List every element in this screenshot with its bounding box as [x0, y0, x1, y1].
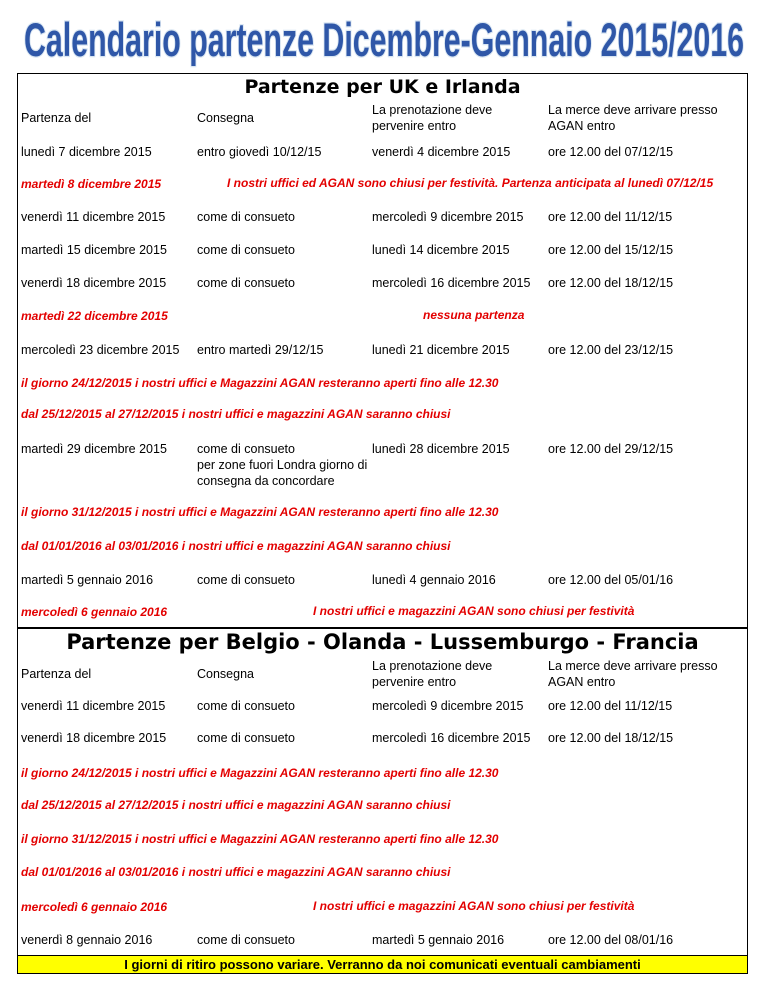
table-cell: come di consueto	[197, 243, 295, 257]
table-cell: venerdì 4 dicembre 2015	[372, 145, 511, 159]
table-cell: consegna da concordare	[197, 474, 335, 488]
header-partenza: Partenza del	[21, 111, 92, 125]
table-cell: I nostri uffici e magazzini AGAN sono chiusi per festività	[313, 604, 635, 618]
table-cell: venerdì 18 dicembre 2015	[21, 276, 167, 290]
table-cell: lunedì 28 dicembre 2015	[372, 442, 510, 456]
table-cell: come di consueto	[197, 276, 295, 290]
table-cell: nessuna partenza	[423, 308, 525, 322]
table-cell: La merce deve arrivare presso	[548, 103, 718, 117]
table-cell: il giorno 31/12/2015 i nostri uffici e Magazzini AGAN resteranno aperti fino alle 12.30	[21, 505, 499, 519]
table-cell: come di consueto	[197, 933, 295, 947]
table-cell: martedì 15 dicembre 2015	[21, 243, 167, 257]
footer-notice: I giorni di ritiro possono variare. Verranno da noi comunicati eventuali cambiamenti	[17, 955, 748, 974]
table-cell: martedì 5 gennaio 2016	[372, 933, 505, 947]
table-cell: ore 12.00 del 23/12/15	[548, 343, 674, 357]
table-cell: martedì 5 gennaio 2016	[21, 573, 154, 587]
table-cell: mercoledì 23 dicembre 2015	[21, 343, 180, 357]
table-cell: mercoledì 9 dicembre 2015	[372, 699, 524, 713]
table-cell: dal 01/01/2016 al 03/01/2016 i nostri uffici e magazzini AGAN saranno chiusi	[21, 539, 451, 553]
table-cell: AGAN entro	[548, 675, 616, 689]
header-consegna: Consegna	[197, 111, 254, 125]
header-merce	[548, 102, 718, 134]
table-cell: ore 12.00 del 05/01/16	[548, 573, 674, 587]
table-cell: come di consueto	[197, 699, 295, 713]
table-cell: ore 12.00 del 11/12/15	[548, 210, 673, 224]
table-cell: come di consueto	[197, 210, 295, 224]
table-cell: martedì 8 dicembre 2015	[21, 177, 162, 191]
page-title-text: Calendario partenze Dicembre-Gennaio 2015/2016	[24, 13, 744, 66]
table-cell: I nostri uffici e magazzini AGAN sono chiusi per festività	[313, 899, 635, 913]
table-cell: ore 12.00 del 29/12/15	[548, 442, 674, 456]
page-title	[0, 4, 768, 70]
table-cell: ore 12.00 del 15/12/15	[548, 243, 674, 257]
table-cell: dal 01/01/2016 al 03/01/2016 i nostri uffici e magazzini AGAN saranno chiusi	[21, 865, 451, 879]
table-cell: lunedì 21 dicembre 2015	[372, 343, 510, 357]
table-cell: pervenire entro	[372, 675, 457, 689]
table-cell: ore 12.00 del 08/01/16	[548, 933, 674, 947]
calendar-table	[17, 73, 748, 971]
table-cell: martedì 22 dicembre 2015	[21, 309, 168, 323]
table-cell: mercoledì 9 dicembre 2015	[372, 210, 524, 224]
table-cell: il giorno 24/12/2015 i nostri uffici e Magazzini AGAN resteranno aperti fino alle 12.30	[21, 766, 499, 780]
table-cell: il giorno 31/12/2015 i nostri uffici e Magazzini AGAN resteranno aperti fino alle 12.30	[21, 832, 499, 846]
table-cell: entro giovedì 10/12/15	[197, 145, 322, 159]
table-cell: mercoledì 16 dicembre 2015	[372, 731, 531, 745]
table-cell: Partenza del	[21, 667, 92, 681]
table-cell: mercoledì 6 gennaio 2016	[21, 605, 168, 619]
table-cell: ore 12.00 del 18/12/15	[548, 276, 674, 290]
table-cell: La merce deve arrivare presso	[548, 659, 718, 673]
table-cell: come di consueto	[197, 442, 295, 456]
table-cell: lunedì 4 gennaio 2016	[372, 573, 496, 587]
section-title-benelux: Partenze per Belgio - Olanda - Lussemburgo - Francia	[66, 630, 699, 654]
table-cell: Consegna	[197, 667, 254, 681]
table-cell: come di consueto	[197, 573, 295, 587]
section-divider	[18, 627, 747, 629]
table-cell: AGAN entro	[548, 119, 616, 133]
table-cell: dal 25/12/2015 al 27/12/2015 i nostri uffici e magazzini AGAN saranno chiusi	[21, 798, 451, 812]
table-cell: ore 12.00 del 18/12/15	[548, 731, 674, 745]
table-cell: il giorno 24/12/2015 i nostri uffici e Magazzini AGAN resteranno aperti fino alle 12.30	[21, 376, 499, 390]
table-cell: mercoledì 16 dicembre 2015	[372, 276, 531, 290]
table-cell: I nostri uffici ed AGAN sono chiusi per festività. Partenza anticipata al lunedì 07/12/15	[227, 176, 714, 190]
table-cell: come di consueto	[197, 731, 295, 745]
table-cell: mercoledì 6 gennaio 2016	[21, 900, 168, 914]
table-cell: venerdì 18 dicembre 2015	[21, 731, 167, 745]
table-cell: lunedì 14 dicembre 2015	[372, 243, 510, 257]
table-cell: venerdì 11 dicembre 2015	[21, 210, 166, 224]
table-cell: ore 12.00 del 11/12/15	[548, 699, 673, 713]
table-cell: lunedì 7 dicembre 2015	[21, 145, 152, 159]
table-cell: entro martedì 29/12/15	[197, 343, 324, 357]
header-prenotazione	[372, 102, 492, 134]
section-title-uk: Partenze per UK e Irlanda	[244, 76, 521, 98]
table-cell: venerdì 11 dicembre 2015	[21, 699, 166, 713]
table-cell: martedì 29 dicembre 2015	[21, 442, 167, 456]
table-cell: dal 25/12/2015 al 27/12/2015 i nostri uffici e magazzini AGAN saranno chiusi	[21, 407, 451, 421]
table-cell: ore 12.00 del 07/12/15	[548, 145, 674, 159]
table-cell: pervenire entro	[372, 119, 457, 133]
table-cell: La prenotazione deve	[372, 659, 493, 673]
table-cell: La prenotazione deve	[372, 103, 493, 117]
table-cell: venerdì 8 gennaio 2016	[21, 933, 153, 947]
table-cell: per zone fuori Londra giorno di	[197, 458, 368, 472]
